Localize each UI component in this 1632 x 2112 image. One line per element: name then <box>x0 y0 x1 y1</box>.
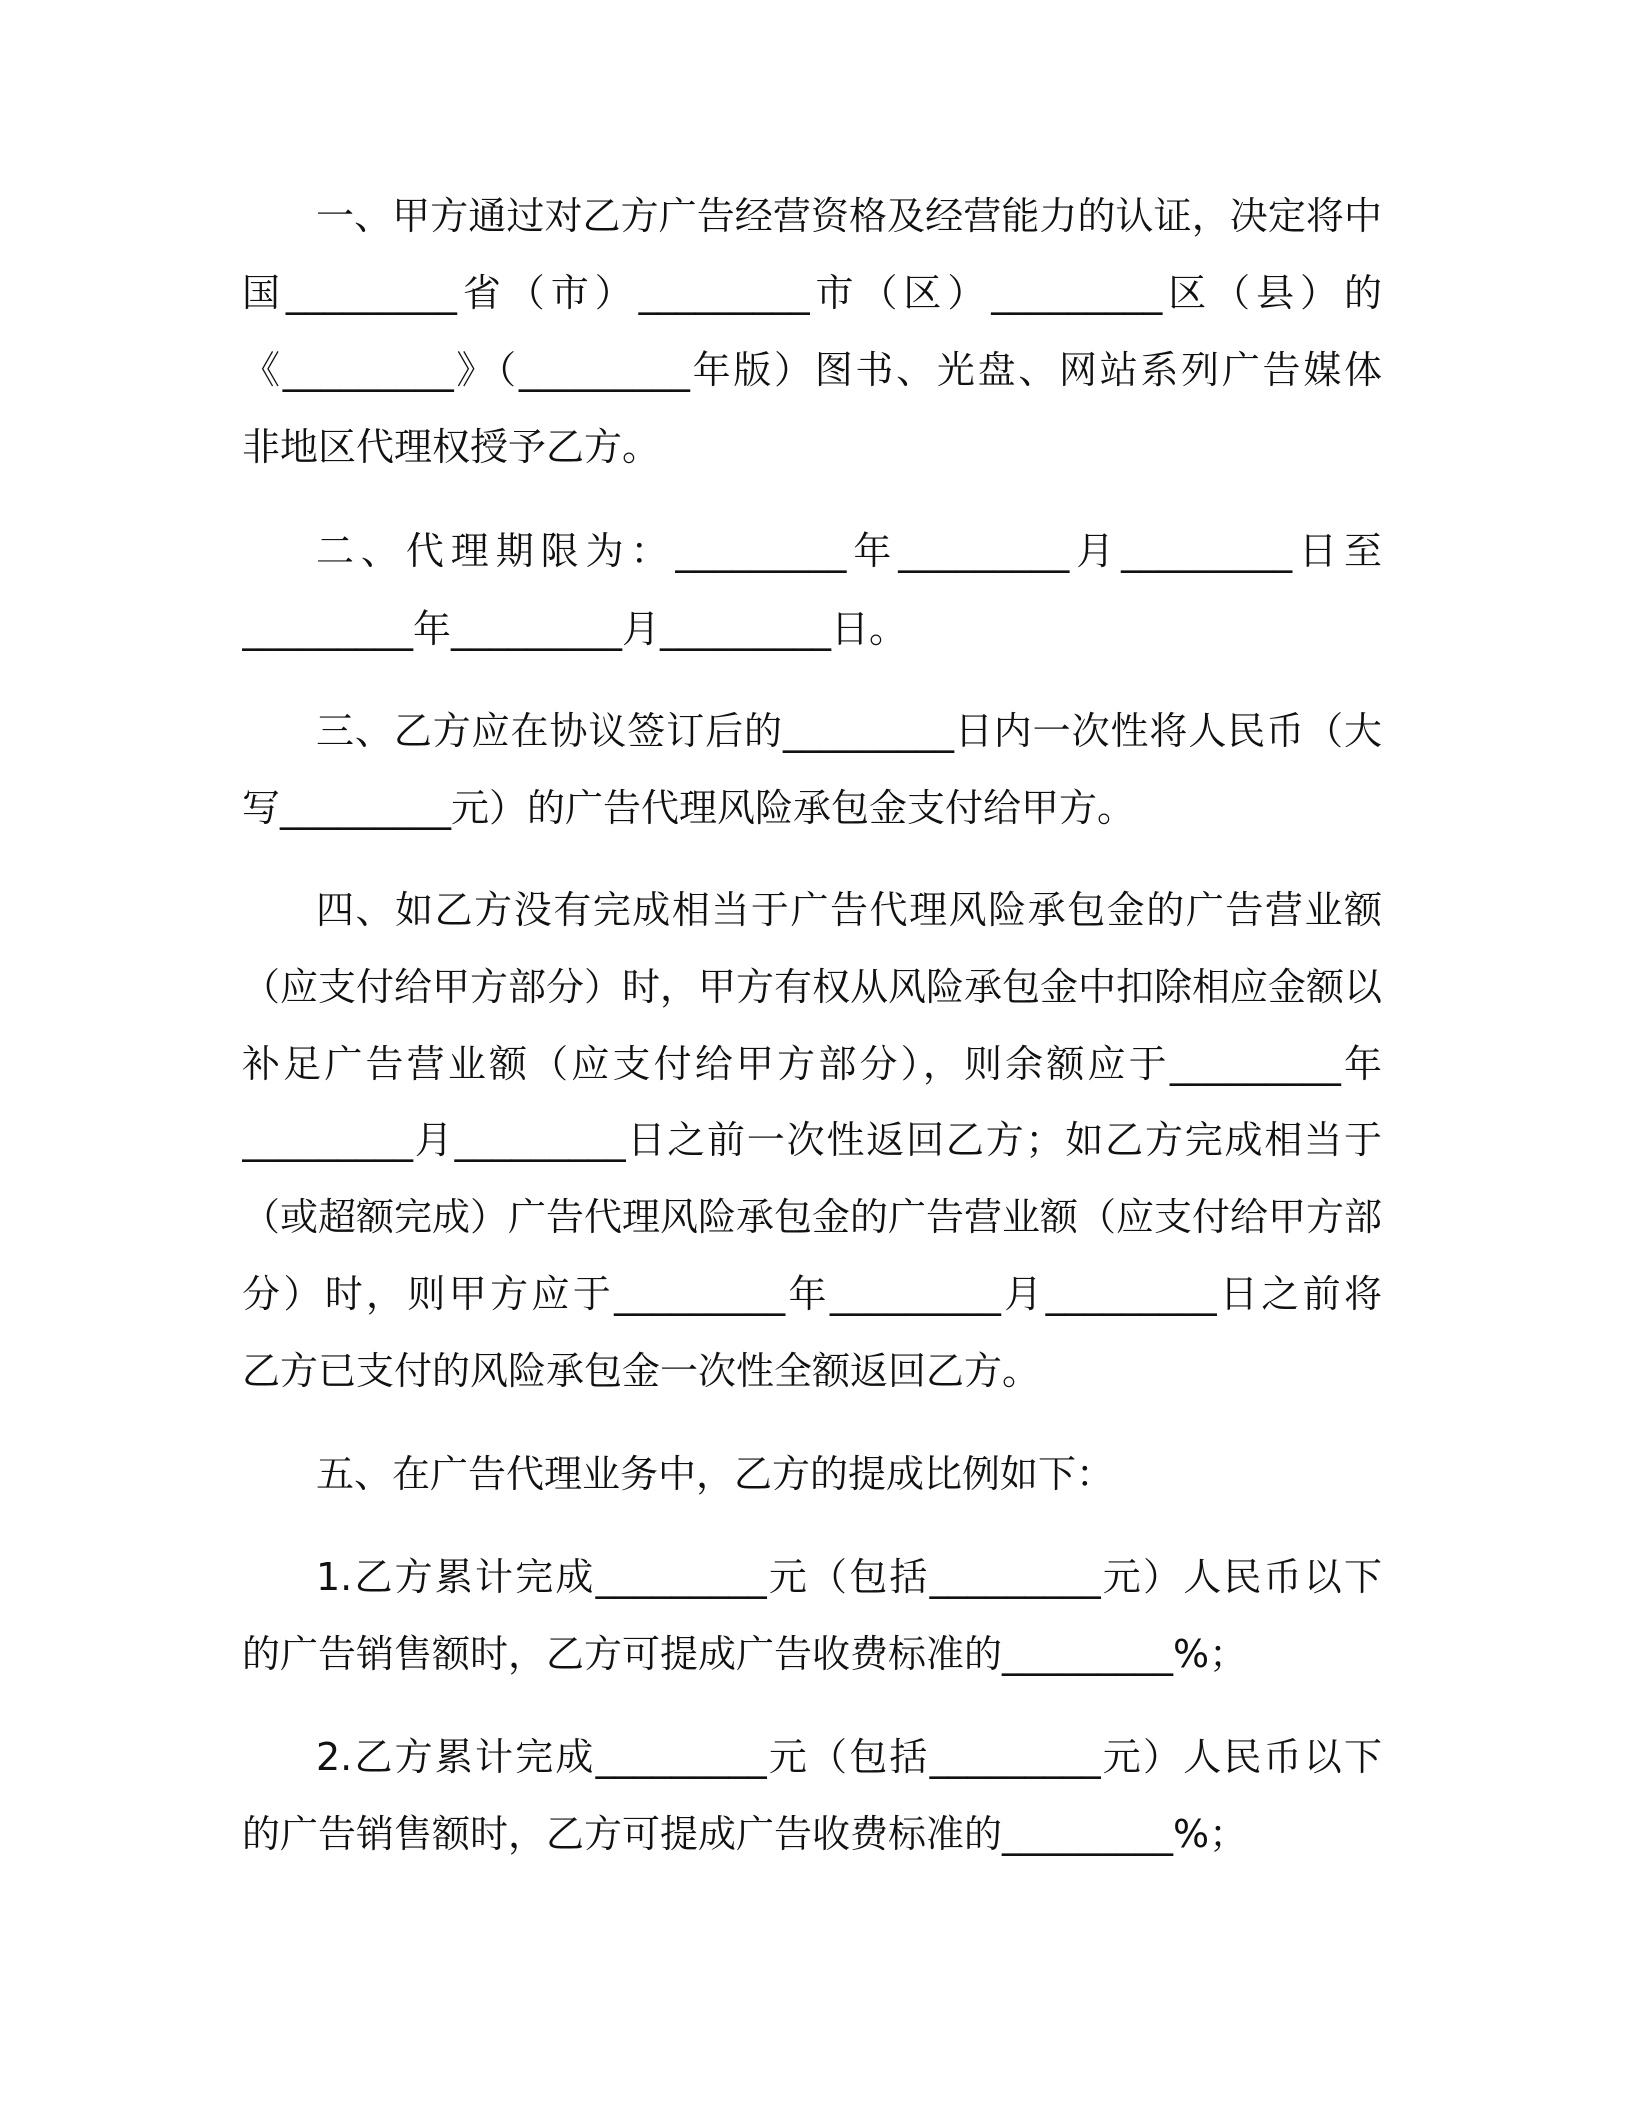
clause-5-item-2-line-1: 2.乙方累计完成_________元（包括_________元）人民币以下 <box>316 1735 1382 1779</box>
clause-4-line-6: 分）时，则甲方应于_________年_________月_________日之前将 <box>242 1272 1382 1316</box>
clause-2-line-2: _________年_________月_________日。 <box>242 607 908 651</box>
clause-5-item-2-line-2: 的广告销售额时，乙方可提成广告收费标准的_________%； <box>242 1812 1248 1856</box>
clause-4-line-5: （或超额完成）广告代理风险承包金的广告营业额（应支付给甲方部 <box>242 1195 1382 1239</box>
clause-5-heading: 五、在广告代理业务中，乙方的提成比例如下： <box>316 1452 1115 1496</box>
clause-1-line-1: 一、甲方通过对乙方广告经营资格及经营能力的认证，决定将中 <box>316 194 1382 238</box>
clause-5-item-1-line-2: 的广告销售额时，乙方可提成广告收费标准的_________%； <box>242 1632 1248 1676</box>
clause-5-item-1-line-1: 1.乙方累计完成_________元（包括_________元）人民币以下 <box>316 1555 1382 1599</box>
clause-1-line-4: 非地区代理权授予乙方。 <box>242 425 661 469</box>
clause-4-line-4: _________月_________日之前一次性返回乙方；如乙方完成相当于 <box>242 1118 1382 1162</box>
clause-3-line-2: 写_________元）的广告代理风险承包金支付给甲方。 <box>242 786 1136 830</box>
clause-4-line-3: 补足广告营业额（应支付给甲方部分），则余额应于_________年 <box>242 1042 1382 1086</box>
clause-2-line-1: 二、代理期限为：_________年_________月_________日至 <box>316 529 1382 573</box>
clause-4-line-1: 四、如乙方没有完成相当于广告代理风险承包金的广告营业额 <box>316 888 1382 932</box>
clause-3-line-1: 三、乙方应在协议签订后的_________日内一次性将人民币（大 <box>316 709 1382 753</box>
clause-4-line-2: （应支付给甲方部分）时，甲方有权从风险承包金中扣除相应金额以 <box>242 965 1382 1009</box>
clause-1-line-2: 国_________省（市）_________市（区）_________区（县）的 <box>242 271 1382 315</box>
clause-4-line-7: 乙方已支付的风险承包金一次性全额返回乙方。 <box>242 1349 1041 1393</box>
clause-1-line-3: 《_________》（_________年版）图书、光盘、网站系列广告媒体 <box>242 348 1382 392</box>
